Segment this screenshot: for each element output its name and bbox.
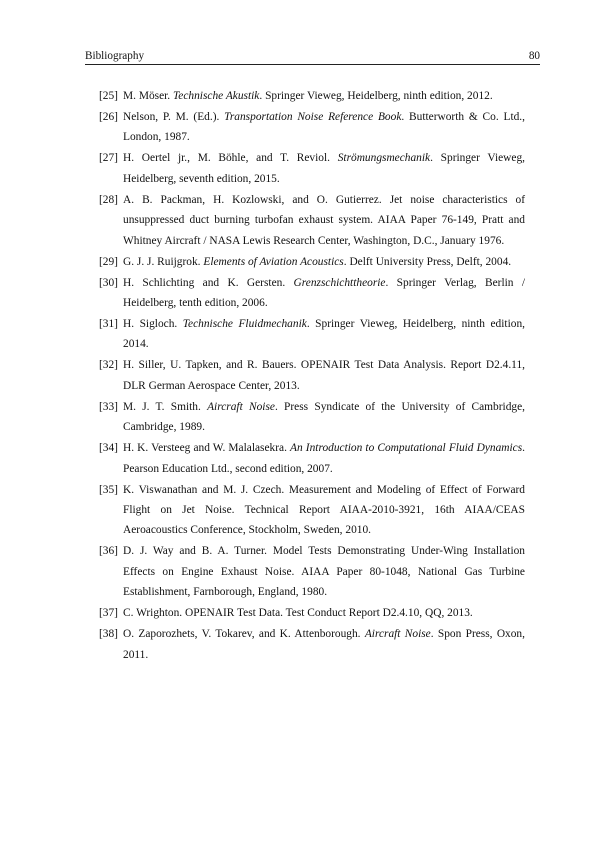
reference-title: Strömungsmechanik [337,152,431,165]
reference-title: Elements of Aviation Acoustics [203,255,344,268]
reference-item [85,148,525,189]
reference-number: [29] [99,255,118,268]
reference-item [85,541,525,602]
reference-number: [30] [99,276,118,289]
reference-text: H. Siller, U. Tapken, and R. Bauers. OPENAIR Test Data Analysis. Report D2.4.11, DLR German Aerospace Center, 2013. [123,359,525,392]
header-rule [85,64,540,65]
reference-authors: H. Sigloch. [123,318,183,331]
reference-authors: Nelson, P. M. (Ed.). [123,111,225,123]
section-title: Bibliography [85,50,145,62]
reference-publisher: . Springer Vieweg, Heidelberg, seventh edition, 2015. [123,152,525,185]
reference-item [85,314,525,355]
reference-number: [37] [99,607,118,620]
reference-item [85,107,525,148]
reference-item [85,355,525,396]
reference-number: [36] [99,545,118,558]
reference-title: Aircraft Noise [364,628,431,641]
reference-number: [27] [99,152,118,165]
reference-title: Technische Fluidmechanik [182,318,307,331]
reference-text: K. Viswanathan and M. J. Czech. Measurement and Modeling of Effect of Forward Flight on Jet Noise. Technical Report AIAA-2010-3921, 16th AIAA/CEAS Aeroacoustics Conference, Stockholm, Sweden, 2010. [123,483,525,537]
reference-authors: H. Schlichting and K. Gersten. [123,276,294,289]
reference-publisher: . Butterworth & Co. Ltd., London, 1987. [123,111,525,144]
reference-title: Technische Akustik [173,90,260,102]
reference-number: [34] [99,442,118,455]
reference-authors: G. J. J. Ruijgrok. [123,255,204,268]
reference-number: [25] [99,90,118,102]
reference-authors: H. Oertel jr., M. Böhle, and T. Reviol. [123,152,338,165]
reference-text: D. J. Way and B. A. Turner. Model Tests Demonstrating Under-Wing Installation Effects on Engine Exhaust Noise. AIAA Paper 80-1048, National Gas Turbine Establishment, Farnborough, England, 1980. [123,545,525,599]
reference-publisher: . Spon Press, Oxon, 2011. [123,628,525,661]
reference-number: [26] [99,111,118,123]
reference-item [85,190,525,251]
running-head [85,50,540,63]
reference-item [85,624,525,665]
reference-title: Aircraft Noise [207,400,275,413]
page-number: 80 [528,50,540,62]
reference-number: [33] [99,400,118,413]
reference-publisher: . Springer Vieweg, Heidelberg, ninth edition, 2012. [259,90,493,102]
reference-text: C. Wrighton. OPENAIR Test Data. Test Conduct Report D2.4.10, QQ, 2013. [123,607,473,620]
reference-title: Transportation Noise Reference Book [224,111,402,123]
reference-number: [32] [99,359,118,372]
reference-publisher: . Springer Vieweg, Heidelberg, ninth edition, 2014. [123,318,525,351]
reference-item [85,252,525,272]
reference-authors: M. J. T. Smith. [123,400,208,413]
reference-number: [38] [99,628,118,641]
reference-authors: O. Zaporozhets, V. Tokarev, and K. Attenborough. [123,628,365,641]
reference-publisher: . Pearson Education Ltd., second edition, 2007. [123,442,526,475]
reference-item [85,438,525,479]
reference-title: An Introduction to Computational Fluid Dynamics [290,442,523,455]
bibliography-list [85,86,525,666]
reference-authors: M. Möser. [123,90,173,102]
reference-number: [35] [99,483,118,496]
reference-item [85,273,525,314]
reference-title: Grenzschichttheorie [293,276,386,289]
reference-publisher: . Springer Verlag, Berlin / Heidelberg, tenth edition, 2006. [123,276,525,310]
reference-text: A. B. Packman, H. Kozlowski, and O. Gutierrez. Jet noise characteristics of unsuppressed duct burning turbofan exhaust system. AIAA Paper 76-149, Pratt and Whitney Aircraft / NASA Lewis Research Center, Washington, D.C., January 1976. [123,193,525,247]
reference-item [85,603,525,623]
reference-publisher: . Delft University Press, Delft, 2004. [343,255,512,268]
reference-authors: H. K. Versteeg and W. Malalasekra. [123,442,291,455]
reference-item [85,86,525,106]
reference-item [85,397,525,438]
reference-number: [31] [99,318,118,331]
reference-publisher: . Press Syndicate of the University of Cambridge, Cambridge, 1989. [123,400,525,434]
reference-number: [28] [99,193,118,206]
reference-item [85,480,525,541]
